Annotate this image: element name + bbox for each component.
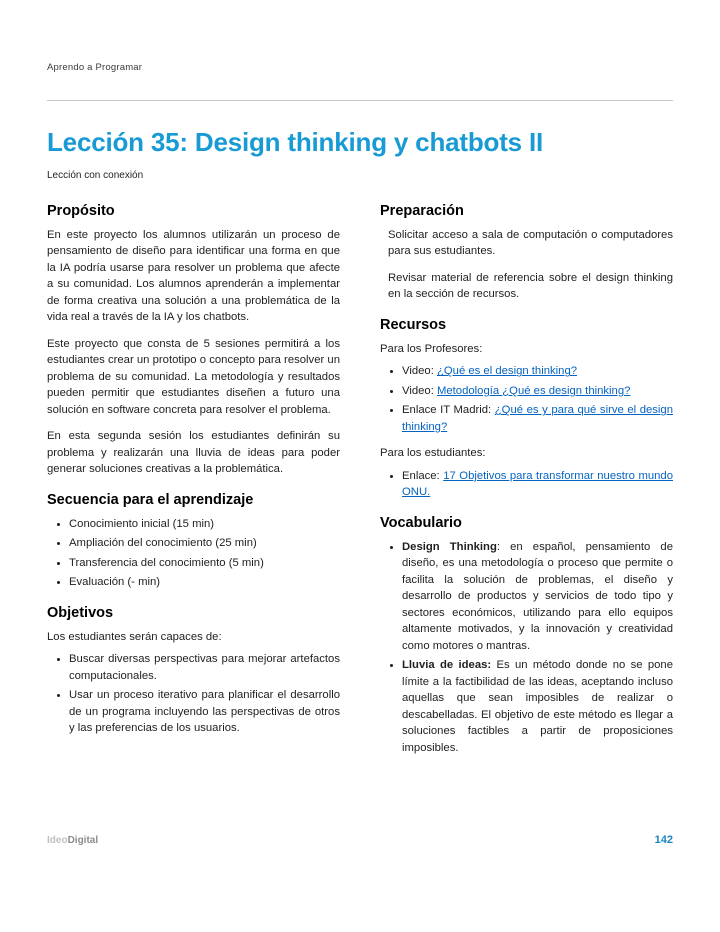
proposito-paragraph-2: Este proyecto que consta de 5 sesiones permitirá a los estudiantes crear un prototipo o concepto para resolver un problema de su comunidad. La metodología y resultados pueden permitir que estudiantes diseñen a futuro una solución en software concreta para resolver el problema. bbox=[47, 337, 340, 416]
page-title: Lección 35: Design thinking y chatbots II bbox=[47, 127, 543, 157]
resource-prefix: Enlace: bbox=[402, 469, 444, 482]
list-item: • Transferencia del conocimiento (5 min) bbox=[69, 555, 340, 571]
recursos-students-list bbox=[382, 468, 673, 501]
proposito-paragraph-1: En este proyecto los alumnos utilizarán un proceso de pensamiento de diseño para identificar una forma en que la IA podría usarse para resolver un problema que afecte a su comunidad. Los alumnos aprenderán a implementar de forma creativa una solución a una problemática de la vida real a través de la IA y los chatbots. bbox=[47, 229, 340, 324]
resource-prefix: Enlace IT Madrid: bbox=[402, 404, 495, 417]
vocab-term: Design Thinking bbox=[402, 540, 497, 553]
section-heading-recursos: Recursos bbox=[380, 316, 447, 333]
proposito-paragraph-3: En esta segunda sesión los estudiantes definirán su problema y realizarán una lluvia de ideas para poder generar soluciones creativas a la problemática. bbox=[47, 430, 340, 476]
footer-logo bbox=[47, 835, 98, 846]
two-column-layout bbox=[47, 197, 673, 766]
vocabulario-list bbox=[382, 539, 673, 756]
resource-link-onu-17-objetivos[interactable]: 17 Objetivos para transformar nuestro mundo ONU. bbox=[402, 469, 673, 499]
list-item: • Buscar diversas perspectivas para mejorar artefactos computacionales. bbox=[69, 651, 340, 684]
resource-prefix: Video: bbox=[402, 365, 437, 378]
section-heading-secuencia: Secuencia para el aprendizaje bbox=[47, 491, 254, 508]
header-brand: Aprendo a Programar bbox=[47, 62, 143, 73]
header-divider bbox=[47, 100, 673, 101]
page-footer bbox=[47, 834, 673, 846]
section-heading-vocabulario: Vocabulario bbox=[380, 514, 462, 531]
section-heading-preparacion: Preparación bbox=[380, 203, 464, 219]
vocab-definition: Es un método donde no se pone límite a la factibilidad de las ideas, aceptando incluso aquellas que sean imposibles de realizar o descabelladas. El objetivo de este método es llegar a soluciones factibles a partir de proposiciones imposibles. bbox=[402, 659, 673, 754]
secuencia-list bbox=[49, 516, 340, 591]
list-item bbox=[402, 657, 673, 756]
list-item: • Usar un proceso iterativo para planificar el desarrollo de un programa incluyendo las perspectivas de otros y las preferencias de los usuarios. bbox=[69, 687, 340, 736]
resource-prefix: Video: bbox=[402, 384, 437, 397]
resource-link-it-madrid[interactable]: ¿Qué es y para qué sirve el design thinking? bbox=[402, 404, 673, 433]
preparacion-paragraph-1: Solicitar acceso a sala de computación o computadores para sus estudiantes. bbox=[388, 229, 673, 258]
vocab-term: Lluvia de ideas: bbox=[402, 659, 492, 672]
recursos-teachers-list bbox=[382, 363, 673, 435]
right-column bbox=[380, 197, 673, 766]
list-item bbox=[402, 468, 673, 501]
vocab-separator: : bbox=[496, 540, 511, 553]
footer-logo-ideo: Ideo bbox=[47, 835, 68, 846]
resource-link-design-thinking-video-1[interactable]: ¿Qué es el design thinking? bbox=[436, 365, 578, 378]
left-column bbox=[47, 197, 340, 766]
footer-logo-digital: Digital bbox=[67, 835, 99, 846]
objetivos-list bbox=[49, 651, 340, 736]
list-item bbox=[402, 363, 673, 379]
list-item: • Evaluación (- min) bbox=[69, 574, 340, 590]
vocab-definition: en español, pensamiento de diseño, es una metodología o proceso que permite o facilita la solución de problemas, el diseño y desarrollo de productos y servicios de todo tipo y sectores económicos, utilizando para ello equipos altamente motivados, y la innovación y creatividad como motores o mantras. bbox=[402, 540, 673, 652]
list-item bbox=[402, 402, 673, 435]
recursos-teachers-label: Para los Profesores: bbox=[380, 342, 483, 355]
lesson-connection-label: Lección con conexión bbox=[47, 170, 144, 181]
list-item bbox=[402, 539, 673, 654]
page-number: 142 bbox=[654, 834, 673, 846]
preparacion-paragraph-2: Revisar material de referencia sobre el design thinking en la sección de recursos. bbox=[388, 271, 673, 301]
objetivos-intro: Los estudiantes serán capaces de: bbox=[47, 630, 222, 643]
list-item: • Ampliación del conocimiento (25 min) bbox=[69, 535, 340, 551]
list-item bbox=[402, 383, 673, 399]
list-item: • Conocimiento inicial (15 min) bbox=[69, 516, 340, 532]
section-heading-proposito: Propósito bbox=[47, 203, 115, 219]
section-heading-objetivos: Objetivos bbox=[47, 604, 114, 621]
resource-link-design-thinking-video-2[interactable]: Metodología ¿Qué es design thinking? bbox=[436, 384, 631, 397]
recursos-students-label: Para los estudiantes: bbox=[380, 447, 486, 460]
